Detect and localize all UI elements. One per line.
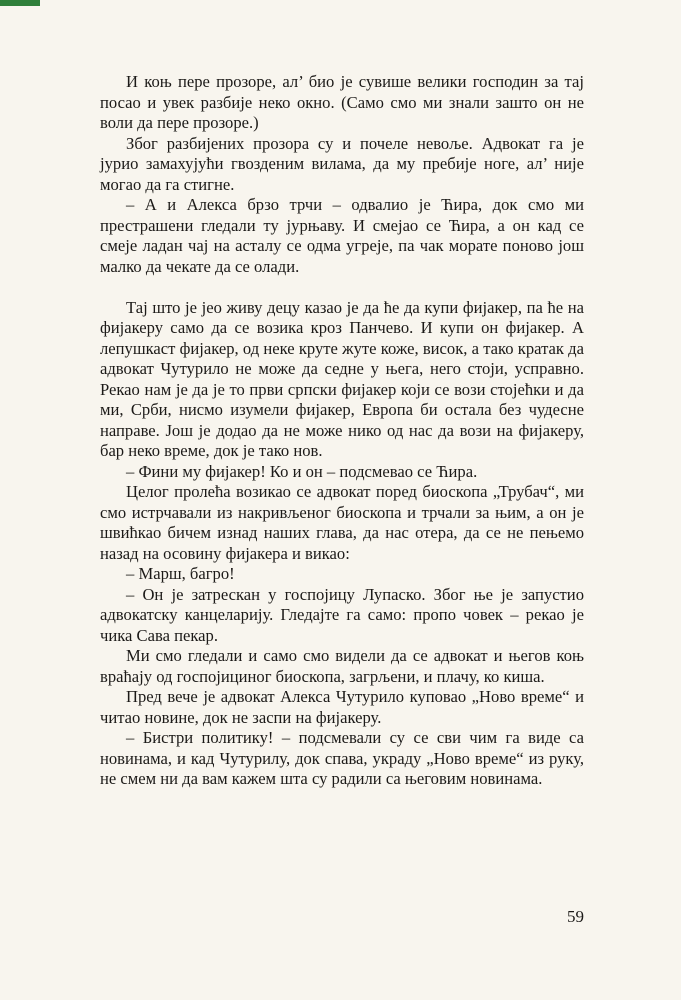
paragraph: – Марш, багро! [126,564,235,583]
paragraph: Целог пролећа возикао се адвокат поред биоскопа „Трубач“, ми смо истрчавали из накривљеног биоскопа и трчали за њим, а он је швићкао бичем изнад наших глава, да нас отера, да се не пењемо назад на осовину фијакера и викао: [100,482,584,563]
paragraph: Због разбијених прозора су и почеле невоље. Адвокат га је јурио замахујући гвозденим вилама, да му пребије ноге, ал’ није могао да га стигне. [100,133,584,194]
paragraph: Ми смо гледали и само смо видели да се адвокат и његов коњ враћају од госпојициног биоскопа, загрљени, и плачу, ко киша. [100,646,584,686]
paragraph: – А и Алекса брзо трчи – одвалио је Ћира, док смо ми престрашени гледали ту јурњаву. И смејао се Ћира, а он кад се смеје ладан чај на асталу се одма угреје, па чак морате поново још малко да чекате да се олади. [100,195,584,276]
paragraph: – Фини му фијакер! Ко и он – подсмевао се Ћира. [126,461,478,481]
paragraph: И коњ пере прозоре, ал’ био је сувише велики господин за тај посао и увек разбије неко окно. (Само смо ми знали зашто он не воли да пере прозоре.) [100,72,584,132]
paragraph: Тај што је јео живу децу казао је да ће да купи фијакер, па ће на фијакеру само да се возика кроз Панчево. И купи он фијакер. А лепушкаст фијакер, од неке круте жуте коже, висок, а тако кратак да адвокат Чутурило не може да седне у њега, него стоји, усправно. Рекао нам је да је то први српски фијакер који се вози стојећки и да ми, Срби, нисмо изумели фијакер, Европа би остала без чудесне направе. Још је додао да не може нико од нас да вози на фијакеру, бар неко време, док је тако нов. [100,297,584,460]
paragraph: Пред вече је адвокат Алекса Чутурило куповао „Ново време“ и читао новине, док не заспи на фијакеру. [100,687,584,727]
page-number: 59 [567,907,584,926]
paragraph: – Бистри политику! – подсмевали су се сви чим га виде са новинама, и кад Чутурилу, док спава, украду „Ново време“ из руку, не смем ни да вам кажем шта су радили са његовим новинама. [100,728,584,788]
cover-edge [0,0,40,6]
page-text [100,72,584,790]
paragraph: – Он је затрескан у госпојицу Лупаско. Због ње је запустио адвокатску канцеларију. Гледајте га само: пропо човек – рекао је чика Сава пекар. [100,584,584,645]
